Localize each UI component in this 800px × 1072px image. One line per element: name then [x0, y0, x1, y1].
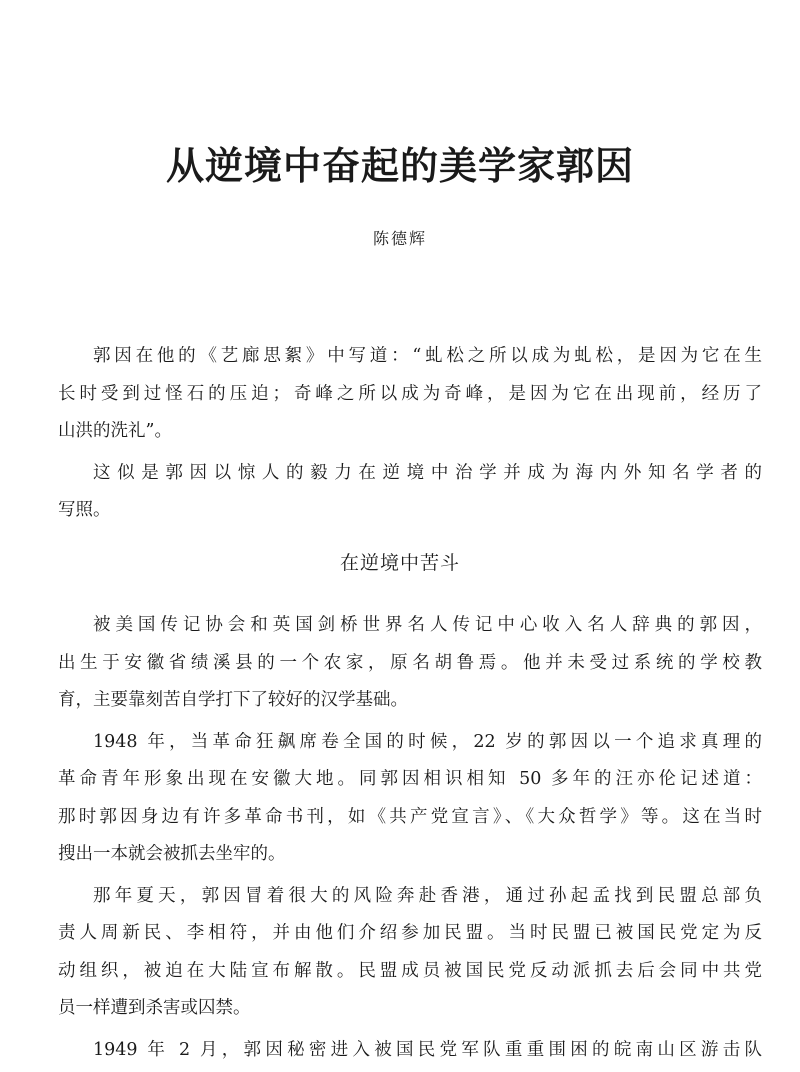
body-line: 那年夏天，郭因冒着很大的风险奔赴香港，通过孙起孟找到民盟总部负 [93, 886, 762, 906]
body-line: 那时郭因身边有许多革命书刊，如《共产党宣言》、《大众哲学》等。这在当时 [58, 807, 762, 827]
body-line: 出生于安徽省绩溪县的一个农家，原名胡鲁焉。他并未受过系统的学校教 [58, 653, 762, 673]
section-heading: 在逆境中苦斗 [339, 552, 460, 574]
intro-line: 郭因在他的《艺廊思絮》中写道：“虬松之所以成为虬松，是因为它在生 [93, 346, 762, 366]
intro-line: 长时受到过怪石的压迫；奇峰之所以成为奇峰，是因为它在出现前，经历了 [58, 384, 762, 404]
intro-line: 山洪的洗礼”。 [58, 421, 172, 441]
body-line: 责人周新民、李相符，并由他们介绍参加民盟。当时民盟已被国民党定为反 [58, 923, 762, 943]
body-line: 革命青年形象出现在安徽大地。同郭因相识相知 50 多年的汪亦伦记述道： [58, 769, 762, 789]
body-line: 被美国传记协会和英国剑桥世界名人传记中心收入名人辞典的郭因， [93, 615, 762, 635]
body-line: 育，主要靠刻苦自学打下了较好的汉学基础。 [58, 690, 408, 710]
body-line: 员一样遭到杀害或囚禁。 [58, 998, 251, 1018]
body-line: 搜出一本就会被抓去坐牢的。 [58, 844, 286, 864]
intro-line: 这似是郭因以惊人的毅力在逆境中治学并成为海内外知名学者的 [93, 463, 762, 483]
intro-line: 写照。 [58, 500, 111, 520]
body-line: 1948 年，当革命狂飙席卷全国的时候，22 岁的郭因以一个追求真理的 [93, 732, 762, 752]
author-name: 陈德辉 [372, 229, 427, 248]
article-title: 从逆境中奋起的美学家郭因 [165, 143, 634, 188]
body-line: 动组织，被迫在大陆宣布解散。民盟成员被国民党反动派抓去后会同中共党 [58, 961, 762, 981]
body-line: 1949 年 2 月，郭因秘密进入被国民党军队重重围困的皖南山区游击队 [93, 1040, 762, 1060]
